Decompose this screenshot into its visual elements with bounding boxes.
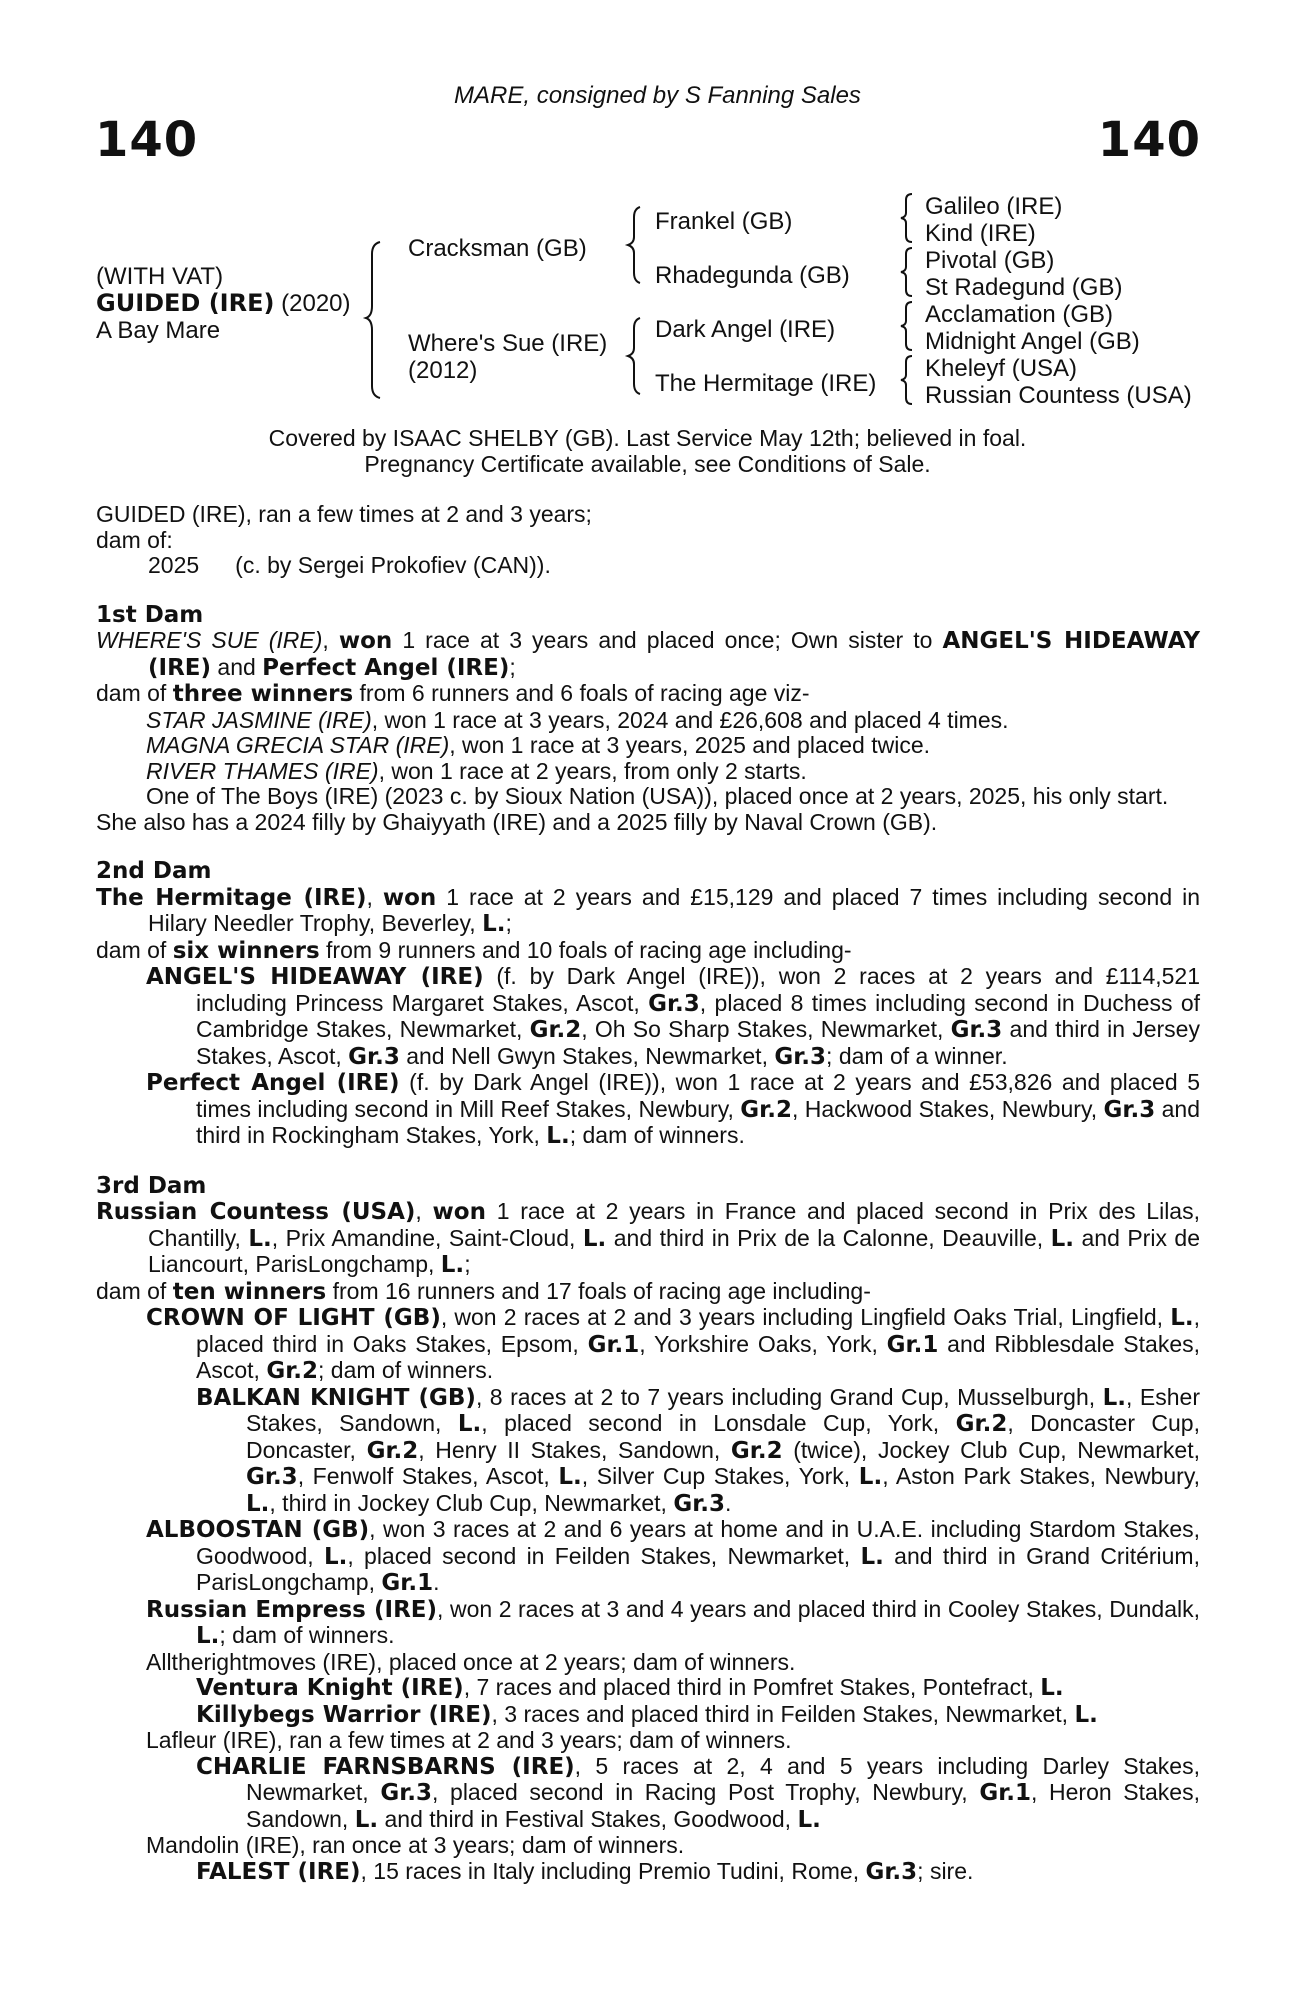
gen4-5: Acclamation (GB) [925, 301, 1114, 328]
sire-name: Cracksman (GB) [408, 235, 587, 262]
gen4-1: Galileo (IRE) [925, 193, 1063, 220]
pedigree-bracket-2 [628, 205, 648, 285]
gen3-3: Dark Angel (IRE) [655, 316, 836, 343]
dam3-summary: Russian Countess (USA), won 1 race at 2 years in France and placed second in Prix des Lilas, Chantilly, L., Prix Amandine, Saint-Cloud, L. and third in Prix de la Calonne, Deauville, L. and Prix de Liancourt, ParisLongchamp, L.; [96, 1198, 1200, 1278]
produce-record [96, 502, 1200, 1885]
pedigree-bracket-5 [900, 246, 916, 298]
horse-name-line [96, 290, 351, 317]
gen3-2: Rhadegunda (GB) [655, 262, 850, 289]
dam1-heading: 1st Dam [96, 601, 204, 628]
dam1-progeny-4: One of The Boys (IRE) (2023 c. by Sioux Nation (USA)), placed once at 2 years, 2025, his only start. [146, 783, 1169, 809]
lot-header: MARE, consigned by S Fanning Sales [454, 82, 861, 109]
gen4-2: Kind (IRE) [925, 220, 1036, 247]
dam2-progeny-perfect-angel: Perfect Angel (IRE) (f. by Dark Angel (IRE)), won 1 race at 2 years and £53,826 and placed 5 times including second in Mill Reef Stakes, Newbury, Gr.2, Hackwood Stakes, Newbury, Gr.3 and third in Rockingham Stakes, York, L.; dam of winners. [146, 1069, 1201, 1149]
lot-number-left: 140 [95, 112, 199, 168]
dam3-progeny-alltherightmoves: Alltherightmoves (IRE), placed once at 2 years; dam of winners. [146, 1648, 796, 1675]
gen3-1: Frankel (GB) [655, 208, 793, 235]
dam3-progeny-alboostan: ALBOOSTAN (GB), won 3 races at 2 and 6 years at home and in U.A.E. including Stardom Stakes, Goodwood, L., placed second in Feilden Stakes, Newmarket, L. and third in Grand Critérium, ParisLongchamp, Gr.1. [146, 1516, 1201, 1596]
dam-year: (2012) [408, 357, 478, 384]
pedigree-bracket-3 [628, 316, 648, 396]
dam1-progeny-1: STAR JASMINE (IRE), won 1 race at 3 years, 2024 and £26,608 and placed 4 times. [146, 706, 1009, 733]
dam1-also: She also has a 2024 filly by Ghaiyyath (IRE) and a 2025 filly by Naval Crown (GB). [96, 808, 938, 835]
dam-name: Where's Sue (IRE) [408, 330, 608, 357]
dam3-progeny-mandolin: Mandolin (IRE), ran once at 3 years; dam of winners. [146, 1832, 685, 1858]
lot-number-right: 140 [1097, 112, 1201, 168]
gen4-4: St Radegund (GB) [925, 274, 1123, 301]
dam1-summary: WHERE'S SUE (IRE), won 1 race at 3 years and placed once; Own sister to ANGEL'S HIDEAWAY (IRE) and Perfect Angel (IRE); [96, 627, 1200, 681]
dam3-progeny-falest: FALEST (IRE), 15 races in Italy including Premio Tudini, Rome, Gr.3; sire. [196, 1857, 974, 1885]
pedigree-bracket-1 [366, 240, 396, 400]
pedigree-bracket-6 [900, 300, 916, 352]
dam2-dam-of: dam of six winners from 9 runners and 10 foals of racing age including- [96, 936, 852, 964]
horse-year: (2020) [281, 290, 351, 317]
vat-label: (WITH VAT) [96, 263, 224, 290]
foal-year: 2025 [148, 552, 200, 578]
gen3-4: The Hermitage (IRE) [655, 370, 877, 397]
dam3-progeny-crown-of-light: CROWN OF LIGHT (GB), won 2 races at 2 and 3 years including Lingfield Oaks Trial, Lingfield, L., placed third in Oaks Stakes, Epsom, Gr.1, Yorkshire Oaks, York, Gr.1 and Ribblesdale Stakes, Ascot, Gr.2; dam of winners. [146, 1304, 1201, 1384]
horse-name: GUIDED (IRE) [96, 289, 275, 317]
covered-line-2: Pregnancy Certificate available, see Conditions of Sale. [364, 451, 931, 477]
gen4-3: Pivotal (GB) [925, 247, 1055, 274]
pedigree-bracket-7 [900, 354, 916, 406]
dam3-progeny-russian-empress: Russian Empress (IRE), won 2 races at 3 and 4 years and placed third in Cooley Stakes, Dundalk, L.; dam of winners. [146, 1595, 1200, 1649]
dam3-progeny-ventura-knight: Ventura Knight (IRE), 7 races and placed third in Pomfret Stakes, Pontefract, L. [196, 1674, 1064, 1701]
gen4-8: Russian Countess (USA) [925, 382, 1192, 409]
dam3-dam-of: dam of ten winners from 16 runners and 17 foals of racing age including- [96, 1277, 871, 1305]
dam1-dam-of: dam of three winners from 6 runners and 6 foals of racing age viz- [96, 680, 810, 707]
dam3-progeny-lafleur: Lafleur (IRE), ran a few times at 2 and 3 years; dam of winners. [146, 1727, 792, 1753]
dam2-heading: 2nd Dam [96, 858, 212, 884]
dam3-progeny-killybegs-warrior: Killybegs Warrior (IRE), 3 races and placed third in Feilden Stakes, Newmarket, L. [196, 1700, 1098, 1728]
foal-text: (c. by Sergei Prokofiev (CAN)). [235, 552, 551, 578]
horse-description: A Bay Mare [96, 317, 221, 344]
dam3-progeny-charlie-farnsbarns: CHARLIE FARNSBARNS (IRE), 5 races at 2, 4 and 5 years including Darley Stakes, Newmarket, Gr.3, placed second in Racing Post Trophy, Newbury, Gr.1, Heron Stakes, Sandown, L. and third in Festival Stakes, Goodwood, L. [196, 1752, 1200, 1833]
dam2-summary: The Hermitage (IRE), won 1 race at 2 years and £15,129 and placed 7 times including second in Hilary Needler Trophy, Beverley, L.; [96, 883, 1200, 937]
dam1-progeny-3: RIVER THAMES (IRE), won 1 race at 2 years, from only 2 starts. [146, 757, 807, 784]
pedigree-bracket-4 [900, 192, 916, 244]
dam3-heading: 3rd Dam [96, 1172, 207, 1199]
dam2-progeny-angels-hideaway: ANGEL'S HIDEAWAY (IRE) (f. by Dark Angel (IRE)), won 2 races at 2 years and £114,521 including Princess Margaret Stakes, Ascot, Gr.3, placed 8 times including second in Duchess of Cambridge Stakes, Newmarket, Gr.2, Oh So Sharp Stakes, Newmarket, Gr.3 and third in Jersey Stakes, Ascot, Gr.3 and Nell Gwyn Stakes, Newmarket, Gr.3; dam of a winner. [146, 963, 1201, 1070]
gen4-7: Kheleyf (USA) [925, 355, 1078, 382]
intro-line-2: dam of: [96, 526, 173, 553]
dam1-progeny-2: MAGNA GRECIA STAR (IRE), won 1 race at 3 years, 2025 and placed twice. [146, 732, 931, 758]
foal-line [96, 553, 1200, 579]
covered-line-1: Covered by ISAAC SHELBY (GB). Last Service May 12th; believed in foal. [268, 425, 1027, 451]
gen4-6: Midnight Angel (GB) [925, 328, 1140, 355]
intro-line-1: GUIDED (IRE), ran a few times at 2 and 3 years; [96, 501, 592, 527]
dam3-progeny-balkan-knight: BALKAN KNIGHT (GB), 8 races at 2 to 7 years including Grand Cup, Musselburgh, L., Esher Stakes, Sandown, L., placed second in Lonsdale Cup, York, Gr.2, Doncaster Cup, Doncaster, Gr.2, Henry II Stakes, Sandown, Gr.2 (twice), Jockey Club Cup, Newmarket, Gr.3, Fenwolf Stakes, Ascot, L., Silver Cup Stakes, York, L., Aston Park Stakes, Newbury, L., third in Jockey Club Cup, Newmarket, Gr.3. [196, 1383, 1200, 1517]
